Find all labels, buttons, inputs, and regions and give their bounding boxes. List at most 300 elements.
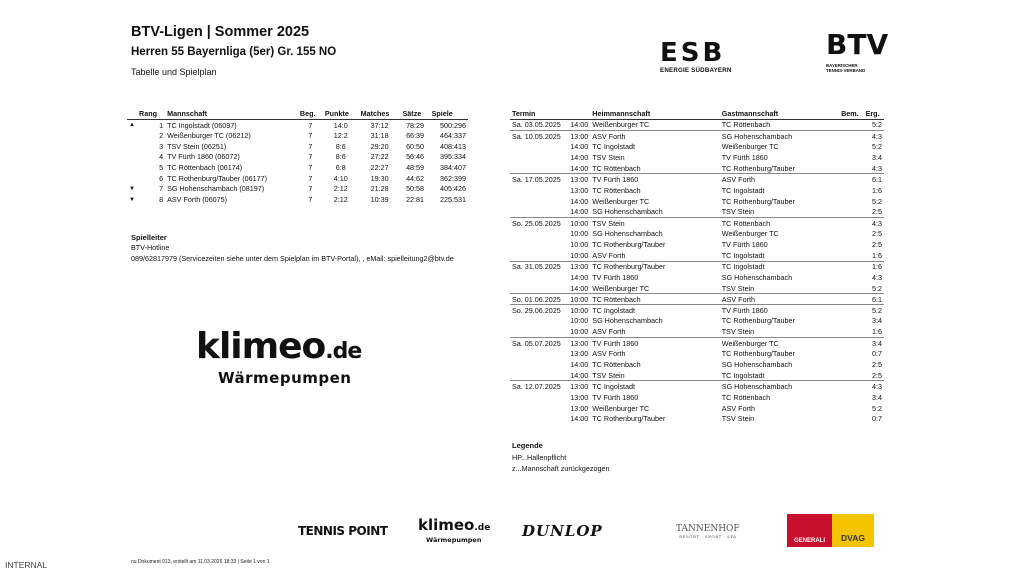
spielleiter-heading: Spielleiter <box>131 233 167 242</box>
schedule-guest-team: TC Ingolstadt <box>720 261 839 272</box>
schedule-guest-team: TC Röttenbach <box>720 218 839 229</box>
schedule-guest-team: Weißenburger TC <box>721 142 779 152</box>
spielleiter-hotline: BTV-Hotline <box>131 243 170 252</box>
schedule-guest-team: ASV Forth <box>720 174 839 185</box>
esb-logo <box>660 40 740 74</box>
schedule-bem <box>839 348 863 359</box>
schedule-row <box>510 272 884 283</box>
schedule-row <box>510 218 884 229</box>
schedule-date: Sa. 05.07.2025 <box>510 337 564 348</box>
schedule-home-team: TC Ingolstadt <box>592 142 636 152</box>
standings-row <box>127 141 468 152</box>
schedule-guest-team: SG Hohenschambach <box>721 272 793 282</box>
schedule-row <box>510 261 884 272</box>
schedule-result: 5:2 <box>872 283 882 293</box>
schedule-result: 0:7 <box>872 349 882 359</box>
schedule-time: 14:00 <box>570 142 589 152</box>
schedule-home-team: TC Röttenbach <box>592 360 641 370</box>
schedule-home-team: TV Fürth 1860 <box>590 337 720 348</box>
btv-logo-sub1: BAYERISCHER <box>826 63 858 68</box>
klimeo-small-de: .de <box>474 523 491 533</box>
schedule-bem <box>839 414 863 425</box>
schedule-guest-team: TSV Stein <box>721 207 755 217</box>
schedule-guest-team: TC Ingolstadt <box>721 250 765 260</box>
schedule-row <box>510 130 884 141</box>
schedule-home-team: ASV Forth <box>592 327 626 337</box>
standings-header-spiele: Spiele <box>430 108 468 120</box>
btv-logo-text: BTV <box>826 28 889 61</box>
schedule-result: 1:6 <box>864 261 884 272</box>
document-footer: nu Dokument 013, erstellt am 11.03.2026 18:33 | Seite 1 von 1 <box>131 559 270 565</box>
standings-arrow-icon <box>127 162 137 173</box>
standings-arrow-icon: ▲ <box>129 122 135 129</box>
schedule-result: 4:3 <box>864 381 884 392</box>
standings-spiele: 464:337 <box>440 131 466 141</box>
standings-arrow-icon <box>127 130 137 141</box>
schedule-time: 14:00 <box>570 414 589 424</box>
standings-header-matches: Matches <box>359 108 401 120</box>
schedule-table <box>510 108 884 424</box>
legende-heading: Legende <box>512 441 543 450</box>
standings-team: SG Hohenschambach (08197) <box>167 184 265 194</box>
standings-spiele: 395:334 <box>440 152 466 162</box>
standings-punkte: 8:6 <box>335 141 346 151</box>
schedule-time: 14:00 <box>570 207 589 217</box>
schedule-bem <box>839 207 863 218</box>
standings-beg: 7 <box>308 141 313 151</box>
schedule-result: 4:3 <box>872 163 882 173</box>
schedule-result: 4:3 <box>864 218 884 229</box>
schedule-time: 14:00 <box>570 196 589 206</box>
standings-saetze: 56:46 <box>406 152 425 162</box>
schedule-bem <box>839 174 863 185</box>
standings-header-arrow <box>127 108 137 120</box>
schedule-date: Sa. 10.05.2025 <box>510 130 564 141</box>
schedule-guest-team: TC Röttenbach <box>721 392 771 402</box>
standings-row <box>127 184 468 195</box>
standings-team: TC Röttenbach (06174) <box>167 163 243 173</box>
standings-beg: 7 <box>308 152 313 162</box>
standings-arrow-icon <box>127 141 137 152</box>
legende-hp: HP...Hallenpflicht <box>512 453 567 462</box>
schedule-row <box>510 337 884 348</box>
schedule-result: 2:5 <box>872 240 882 250</box>
standings-matches: 22:27 <box>370 163 389 173</box>
schedule-time: 10:00 <box>564 218 591 229</box>
standings-row <box>127 162 468 173</box>
standings-matches: 31:18 <box>370 131 389 141</box>
schedule-time: 10:00 <box>564 305 591 316</box>
schedule-bem <box>839 305 863 316</box>
schedule-header-guest: Gastmannschaft <box>720 108 839 120</box>
schedule-home-team: ASV Forth <box>590 130 720 141</box>
page-title: BTV-Ligen | Sommer 2025 <box>131 24 310 40</box>
schedule-date: Sa. 12.07.2025 <box>510 381 564 392</box>
tennispoint-logo: TENNIS POINT <box>298 524 388 538</box>
schedule-bem <box>839 381 863 392</box>
schedule-row <box>510 196 884 207</box>
schedule-result: 3:4 <box>864 337 884 348</box>
standings-punkte: 2:12 <box>333 195 348 205</box>
schedule-time: 10:00 <box>564 294 591 305</box>
standings-header-punkte: Punkte <box>323 108 359 120</box>
schedule-date <box>510 403 564 414</box>
schedule-bem <box>839 261 863 272</box>
standings-team: TSV Stein (06251) <box>167 141 227 151</box>
schedule-home-team: TSV Stein <box>592 153 625 163</box>
schedule-date <box>510 228 564 239</box>
schedule-home-team: TC Ingolstadt <box>590 305 720 316</box>
schedule-home-team: SG Hohenschambach <box>592 229 663 239</box>
standings-team: ASV Forth (06075) <box>167 195 228 205</box>
schedule-row <box>510 392 884 403</box>
schedule-time: 14:00 <box>570 153 589 163</box>
schedule-home-team: TSV Stein <box>590 218 720 229</box>
schedule-guest-team: TC Ingolstadt <box>721 370 765 380</box>
standings-row <box>127 120 468 131</box>
schedule-guest-team: SG Hohenschambach <box>721 360 793 370</box>
btv-logo-sub2: TENNIS-VERBAND <box>826 68 866 73</box>
schedule-header-time <box>564 108 591 120</box>
schedule-bem <box>839 294 863 305</box>
schedule-row <box>510 239 884 250</box>
standings-row <box>127 130 468 141</box>
schedule-time: 14:00 <box>570 163 589 173</box>
schedule-guest-team: TSV Stein <box>721 327 755 337</box>
schedule-header-row <box>510 108 884 120</box>
standings-arrow-icon <box>127 152 137 163</box>
schedule-guest-team: TV Fürth 1860 <box>720 305 839 316</box>
standings-rang: 7 <box>159 184 164 194</box>
schedule-bem <box>839 152 863 163</box>
standings-punkte: 2:12 <box>333 184 348 194</box>
schedule-row <box>510 152 884 163</box>
schedule-row <box>510 348 884 359</box>
schedule-result: 3:4 <box>872 316 882 326</box>
schedule-date <box>510 239 564 250</box>
generali-dvag-logo <box>787 514 874 547</box>
schedule-home-team: TC Rothenburg/Tauber <box>590 261 720 272</box>
schedule-bem <box>839 326 863 337</box>
schedule-time: 10:00 <box>570 229 589 239</box>
schedule-row <box>510 359 884 370</box>
schedule-date: Sa. 03.05.2025 <box>510 120 564 131</box>
standings-team: TC Rothenburg/Tauber (06177) <box>167 173 267 183</box>
schedule-home-team: Weißenburger TC <box>592 283 650 293</box>
standings-rang: 5 <box>159 163 164 173</box>
schedule-time: 13:00 <box>564 174 591 185</box>
schedule-time: 13:00 <box>564 261 591 272</box>
schedule-bem <box>839 316 863 327</box>
schedule-guest-team: SG Hohenschambach <box>720 381 839 392</box>
schedule-date <box>510 414 564 425</box>
standings-saetze: 66:39 <box>406 131 425 141</box>
schedule-row <box>510 141 884 152</box>
schedule-row <box>510 228 884 239</box>
standings-arrow-icon <box>127 173 137 184</box>
schedule-row <box>510 185 884 196</box>
schedule-bem <box>839 196 863 207</box>
standings-team: TV Fürth 1860 (06072) <box>167 152 240 162</box>
standings-arrow-icon: ▼ <box>129 196 135 203</box>
schedule-home-team: SG Hohenschambach <box>592 207 663 217</box>
schedule-row <box>510 326 884 337</box>
schedule-home-team: TSV Stein <box>592 370 625 380</box>
schedule-time: 13:00 <box>570 349 589 359</box>
schedule-date <box>510 272 564 283</box>
league-subtitle: Herren 55 Bayernliga (5er) Gr. 155 NO <box>131 46 337 58</box>
schedule-result: 0:7 <box>872 414 882 424</box>
schedule-home-team: Weißenburger TC <box>592 196 650 206</box>
schedule-guest-team: ASV Forth <box>720 294 839 305</box>
schedule-date <box>510 359 564 370</box>
klimeo-logo-sub: Wärmepumpen <box>218 369 352 387</box>
schedule-result: 4:3 <box>864 130 884 141</box>
standings-rang: 6 <box>159 173 164 183</box>
schedule-bem <box>839 392 863 403</box>
schedule-row <box>510 305 884 316</box>
schedule-result: 5:2 <box>872 142 882 152</box>
schedule-result: 2:5 <box>872 207 882 217</box>
schedule-time: 13:00 <box>564 381 591 392</box>
schedule-home-team: ASV Forth <box>592 250 626 260</box>
schedule-time: 10:00 <box>570 250 589 260</box>
schedule-home-team: TV Fürth 1860 <box>592 392 639 402</box>
standings-beg: 7 <box>308 131 313 141</box>
standings-saetze: 50:58 <box>406 184 425 194</box>
standings-team: Weißenburger TC (06212) <box>167 131 251 141</box>
schedule-home-team: Weißenburger TC <box>592 403 650 413</box>
tannenhof-logo-text: TANNENHOF <box>676 523 740 534</box>
standings-punkte: 6:8 <box>335 163 346 173</box>
schedule-guest-team: TC Rothenburg/Tauber <box>721 163 795 173</box>
schedule-time: 14:00 <box>570 272 589 282</box>
standings-saetze: 44:62 <box>406 173 425 183</box>
standings-matches: 10:39 <box>370 195 389 205</box>
schedule-date <box>510 207 564 218</box>
section-label: Tabelle und Spielplan <box>131 67 217 77</box>
standings-header-beg: Beg. <box>298 108 323 120</box>
schedule-bem <box>839 120 863 131</box>
schedule-bem <box>839 250 863 261</box>
schedule-bem <box>839 403 863 414</box>
standings-row <box>127 194 468 205</box>
standings-arrow-icon: ▼ <box>129 185 135 192</box>
schedule-guest-team: TC Rothenburg/Tauber <box>721 196 795 206</box>
schedule-date: So. 29.06.2025 <box>510 305 564 316</box>
schedule-time: 14:00 <box>564 120 591 131</box>
standings-beg: 7 <box>308 195 313 205</box>
klimeo-small-sub: Wärmepumpen <box>426 536 482 544</box>
schedule-result: 6:1 <box>864 294 884 305</box>
standings-matches: 21:28 <box>370 184 389 194</box>
schedule-result: 4:3 <box>872 272 882 282</box>
klimeo-logo-large <box>196 328 361 387</box>
standings-spiele: 500:296 <box>440 120 466 130</box>
schedule-bem <box>839 130 863 141</box>
generali-logo: GENERALI <box>787 514 832 547</box>
standings-punkte: 8:6 <box>335 152 346 162</box>
standings-spiele: 225:531 <box>440 195 466 205</box>
standings-rang: 3 <box>159 141 164 151</box>
klimeo-logo-main: klimeo <box>196 326 326 367</box>
schedule-row <box>510 250 884 261</box>
btv-logo <box>826 30 896 73</box>
schedule-time: 14:00 <box>570 370 589 380</box>
schedule-home-team: TV Fürth 1860 <box>592 272 639 282</box>
schedule-bem <box>839 272 863 283</box>
schedule-date <box>510 316 564 327</box>
schedule-home-team: Weißenburger TC <box>590 120 720 131</box>
internal-label: INTERNAL <box>5 560 48 570</box>
schedule-row <box>510 414 884 425</box>
schedule-home-team: TC Röttenbach <box>590 294 720 305</box>
schedule-row <box>510 163 884 174</box>
tannenhof-logo-sub: RESORT · SPORT · SPA <box>679 533 737 539</box>
schedule-bem <box>839 141 863 152</box>
schedule-guest-team: TSV Stein <box>721 283 755 293</box>
standings-beg: 7 <box>308 184 313 194</box>
schedule-result: 1:6 <box>872 185 882 195</box>
standings-beg: 7 <box>308 120 313 130</box>
schedule-header-termin: Termin <box>510 108 564 120</box>
schedule-home-team: TC Ingolstadt <box>590 381 720 392</box>
schedule-guest-team: SG Hohenschambach <box>720 130 839 141</box>
standings-header-row <box>127 108 468 120</box>
standings-row <box>127 173 468 184</box>
schedule-result: 5:2 <box>864 305 884 316</box>
spielleiter-contact: 089/62817979 (Servicezeiten siehe unter dem Spielplan im BTV-Portal), , eMail: spielleitung2@btv.de <box>131 254 454 263</box>
standings-beg: 7 <box>308 173 313 183</box>
standings-header-saetze: Sätze <box>401 108 430 120</box>
schedule-time: 10:00 <box>570 316 589 326</box>
schedule-result: 2:5 <box>872 370 882 380</box>
schedule-header-erg: Erg. <box>864 108 884 120</box>
schedule-time: 10:00 <box>570 327 589 337</box>
klimeo-small-main: klimeo <box>418 516 475 534</box>
standings-header-rang: Rang <box>137 108 165 120</box>
schedule-result: 6:1 <box>864 174 884 185</box>
schedule-date <box>510 370 564 381</box>
standings-punkte: 12:2 <box>333 131 348 141</box>
standings-team: TC Ingolstadt (06097) <box>167 120 237 130</box>
standings-punkte: 4:10 <box>333 173 348 183</box>
schedule-bem <box>839 359 863 370</box>
standings-punkte: 14:0 <box>333 120 348 130</box>
schedule-row <box>510 294 884 305</box>
schedule-home-team: TC Röttenbach <box>592 185 641 195</box>
standings-saetze: 78:29 <box>406 120 425 130</box>
schedule-guest-team: TSV Stein <box>721 414 755 424</box>
schedule-date <box>510 163 564 174</box>
klimeo-logo-de: .de <box>325 339 362 364</box>
standings-rang: 4 <box>159 152 164 162</box>
schedule-guest-team: TC Röttenbach <box>720 120 839 131</box>
schedule-time: 13:00 <box>570 403 589 413</box>
schedule-date: Sa. 17.05.2025 <box>510 174 564 185</box>
schedule-time: 13:00 <box>564 130 591 141</box>
schedule-bem <box>839 370 863 381</box>
schedule-row <box>510 283 884 294</box>
dvag-logo: DVAG <box>832 514 874 547</box>
schedule-result: 1:6 <box>872 327 882 337</box>
esb-logo-text: ESB <box>660 38 726 68</box>
schedule-guest-team: Weißenburger TC <box>721 229 779 239</box>
schedule-home-team: TC Rothenburg/Tauber <box>592 414 666 424</box>
standings-rang: 8 <box>159 195 164 205</box>
schedule-result: 5:2 <box>864 120 884 131</box>
schedule-result: 5:2 <box>872 196 882 206</box>
schedule-date <box>510 250 564 261</box>
schedule-date: So. 25.05.2025 <box>510 218 564 229</box>
standings-saetze: 48:59 <box>406 163 425 173</box>
standings-rang: 1 <box>159 120 164 130</box>
schedule-date <box>510 141 564 152</box>
schedule-guest-team: ASV Forth <box>721 403 755 413</box>
standings-beg: 7 <box>308 163 313 173</box>
standings-rang: 2 <box>159 131 164 141</box>
standings-matches: 29:20 <box>370 141 389 151</box>
standings-row <box>127 152 468 163</box>
schedule-time: 14:00 <box>570 283 589 293</box>
schedule-date <box>510 392 564 403</box>
tannenhof-logo <box>676 513 740 549</box>
legende-z: z...Mannschaft zurückgezogen <box>512 464 610 473</box>
schedule-bem <box>839 218 863 229</box>
schedule-guest-team: TC Rothenburg/Tauber <box>721 316 795 326</box>
schedule-row <box>510 370 884 381</box>
esb-logo-sub: ENERGIE SÜDBAYERN <box>660 67 732 74</box>
standings-spiele: 408:413 <box>440 141 466 151</box>
schedule-date <box>510 326 564 337</box>
schedule-date: Sa. 31.05.2025 <box>510 261 564 272</box>
schedule-home-team: TV Fürth 1860 <box>590 174 720 185</box>
standings-saetze: 60:50 <box>406 141 425 151</box>
sponsor-logos <box>290 513 880 549</box>
schedule-result: 5:2 <box>872 403 882 413</box>
dunlop-logo: DUNLOP <box>522 522 603 540</box>
schedule-result: 3:4 <box>872 392 882 402</box>
schedule-bem <box>839 283 863 294</box>
schedule-row <box>510 403 884 414</box>
schedule-date <box>510 152 564 163</box>
schedule-bem <box>839 163 863 174</box>
schedule-bem <box>839 239 863 250</box>
standings-spiele: 362:399 <box>440 173 466 183</box>
schedule-time: 10:00 <box>570 240 589 250</box>
schedule-date <box>510 196 564 207</box>
schedule-home-team: ASV Forth <box>592 349 626 359</box>
schedule-bem <box>839 185 863 196</box>
schedule-date <box>510 283 564 294</box>
schedule-guest-team: TV Fürth 1860 <box>721 153 768 163</box>
standings-matches: 37:12 <box>370 120 389 130</box>
standings-table <box>127 108 468 205</box>
schedule-result: 1:6 <box>872 250 882 260</box>
schedule-date: So. 01.06.2025 <box>510 294 564 305</box>
schedule-time: 13:00 <box>570 185 589 195</box>
schedule-header-home: Heimmannschaft <box>590 108 720 120</box>
schedule-guest-team: Weißenburger TC <box>720 337 839 348</box>
standings-header-team: Mannschaft <box>165 108 298 120</box>
schedule-guest-team: TC Ingolstadt <box>721 185 765 195</box>
schedule-guest-team: TC Rothenburg/Tauber <box>721 349 795 359</box>
standings-matches: 27:22 <box>370 152 389 162</box>
schedule-guest-team: TV Fürth 1860 <box>721 240 768 250</box>
standings-saetze: 22:81 <box>406 195 425 205</box>
schedule-row <box>510 381 884 392</box>
standings-matches: 19:30 <box>370 173 389 183</box>
